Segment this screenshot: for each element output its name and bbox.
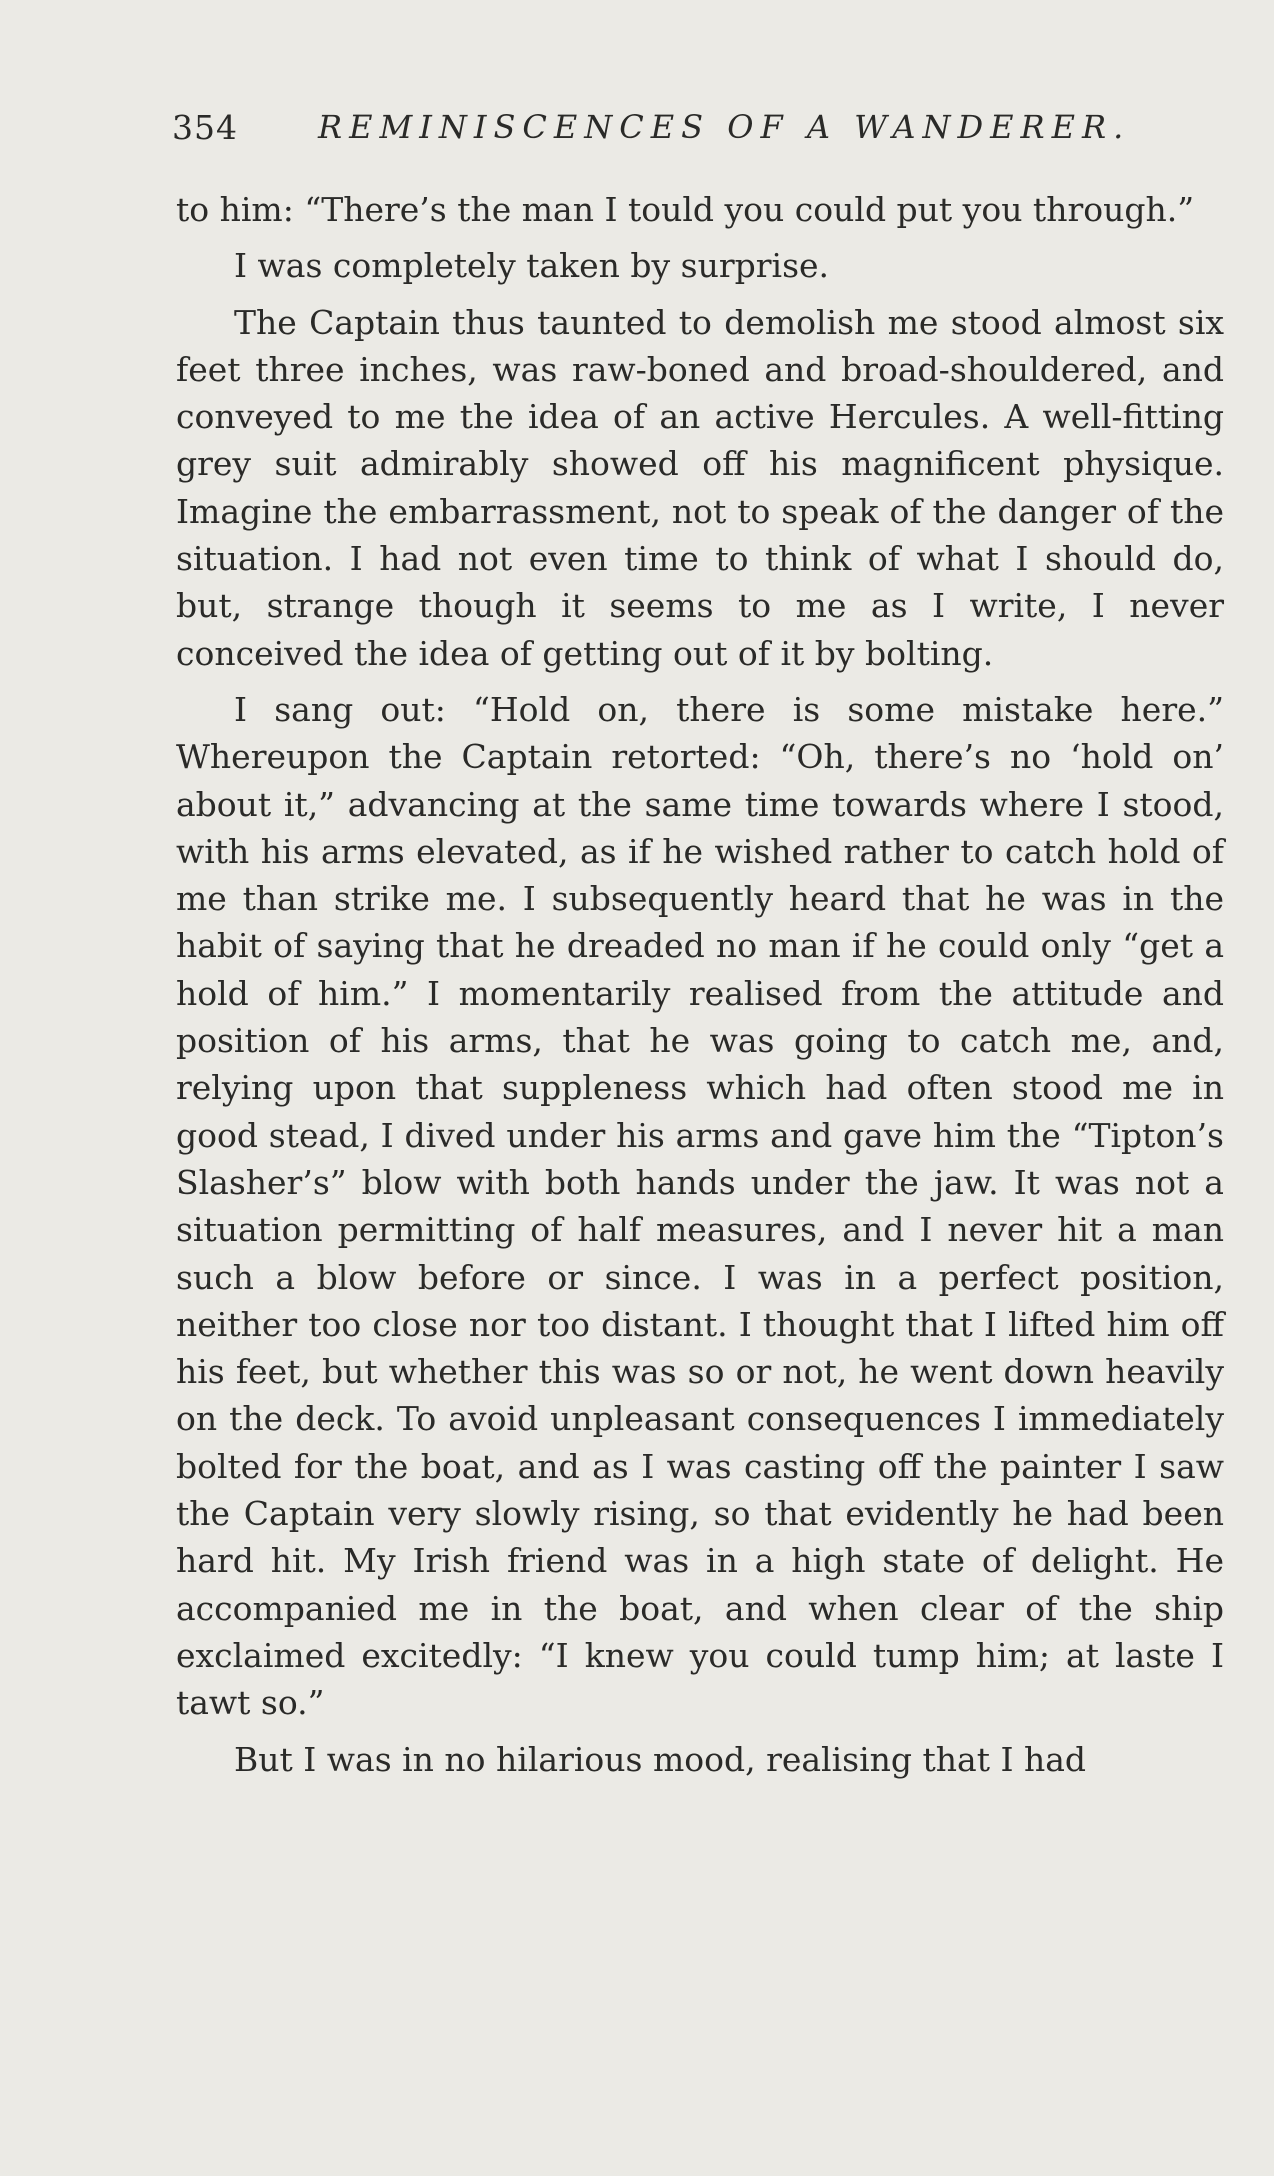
paragraph: But I was in no hilarious mood, realising that I had <box>234 1739 1087 1779</box>
paragraph: to him: “There’s the man I tould you could put you through.” <box>176 190 1195 229</box>
page-header <box>172 108 1131 158</box>
paragraph: The Captain thus taunted to demolish me stood almost six feet three inches, was raw-boned and broad-shouldered, and conveyed to me the idea of an active Hercules. A well-fitting grey suit admirably showed off his magnificent physique. Imagine the embarrassment, not to speak of the danger of the situation. I had not even time to think of what I should do, but, strange though it seems to me as I write, I never conceived the idea of getting out of it by bolting. <box>176 302 1224 673</box>
page-number: 354 <box>172 108 238 147</box>
running-title: REMINISCENCES OF A WANDERER. <box>318 108 1131 146</box>
paragraph: I was completely taken by surprise. <box>234 246 830 286</box>
body-text <box>176 186 1224 1783</box>
paragraph: I sang out: “Hold on, there is some mistake here.” Whereupon the Captain retorted: “Oh, there’s no ‘hold on’ about it,” advancing at the same time towards where I stood, with his arms elevated, as if he wished rather to catch hold of me than strike me. I subsequently heard that he was in the habit of saying that he dreaded no man if he could only “get a hold of him.” I momentarily realised from the attitude and position of his arms, that he was going to catch me, and, relying upon that suppleness which had often stood me in good stead, I dived under his arms and gave him the “Tipton’s Slasher’s” blow with both hands under the jaw. It was not a situation permitting of half measures, and I never hit a man such a blow before or since. I was in a perfect position, neither too close nor too distant. I thought that I lifted him off his feet, but whether this was so or not, he went down heavily on the deck. To avoid unpleasant consequences I immediately bolted for the boat, and as I was casting off the painter I saw the Captain very slowly rising, so that evidently he had been hard hit. My Irish friend was in a high state of delight. He accompanied me in the boat, and when clear of the ship exclaimed excitedly: “I knew you could tump him; at laste I tawt so.” <box>176 689 1224 1723</box>
